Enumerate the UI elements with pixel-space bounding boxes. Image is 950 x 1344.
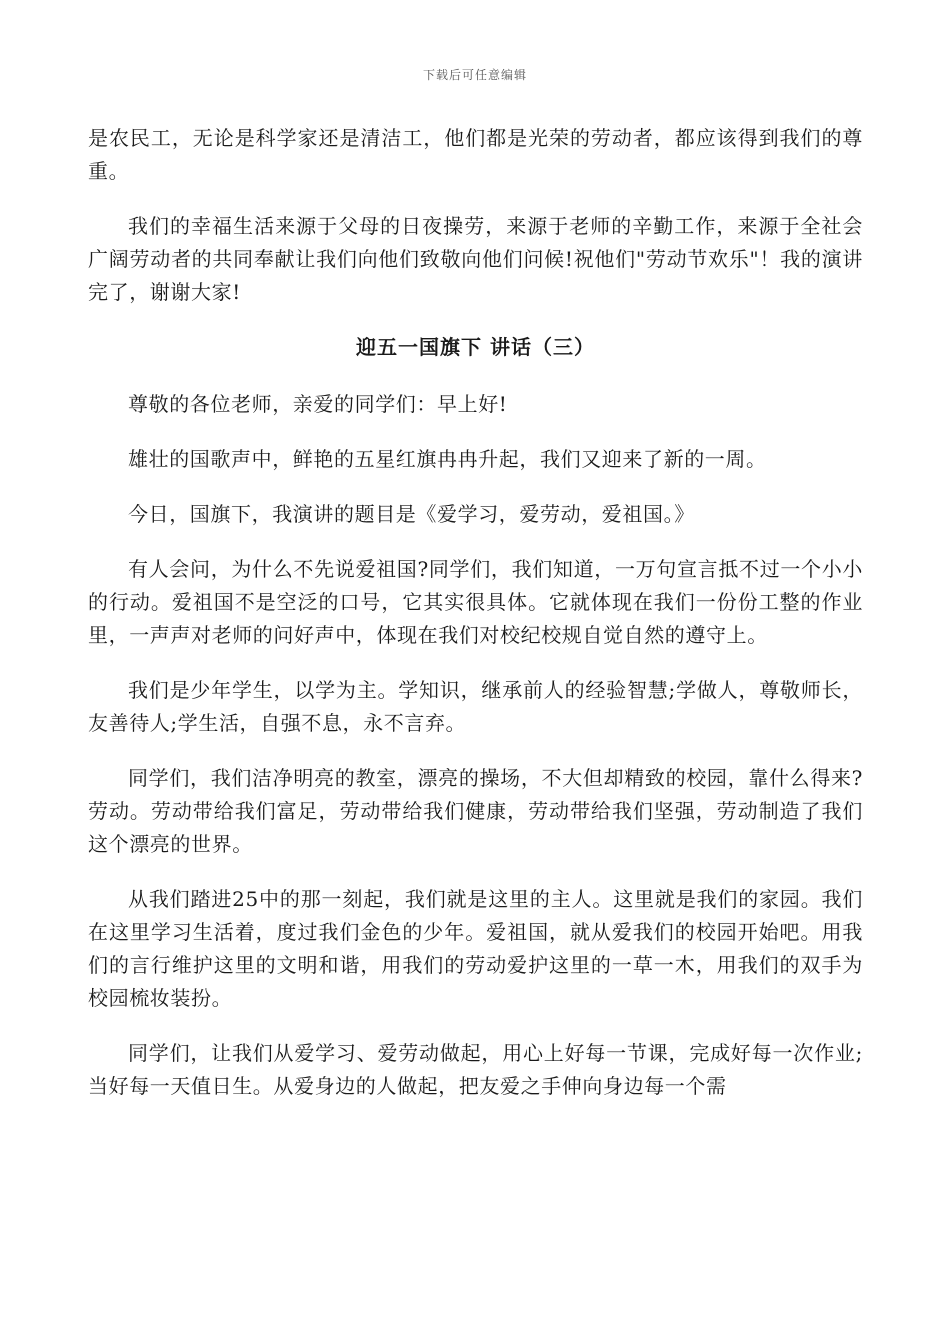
paragraph: 有人会问，为什么不先说爱祖国?同学们，我们知道，一万句宣言抵不过一个小小的行动。爱祖国不是空泛的口号，它其实很具体。它就体现在我们一份份工整的作业里，一声声对老师的问好声中，体现在我们对校纪校规自觉自然的遵守上。 — [88, 557, 863, 647]
paragraph: 我们的幸福生活来源于父母的日夜操劳，来源于老师的辛勤工作，来源于全社会广阔劳动者的共同奉献让我们向他们致敬向他们问候!祝他们"劳动节欢乐"！我的演讲完了，谢谢大家! — [88, 214, 863, 304]
section-title: 迎五一国旗下 讲话（三） — [356, 335, 595, 359]
paragraph-continuation: 是农民工，无论是科学家还是清洁工，他们都是光荣的劳动者，都应该得到我们的尊重。 — [88, 126, 863, 183]
paragraph: 雄壮的国歌声中，鲜艳的五星红旗冉冉升起，我们又迎来了新的一周。 — [128, 447, 767, 471]
document-body — [88, 122, 863, 1125]
paragraph: 我们是少年学生，以学为主。学知识，继承前人的经验智慧;学做人，尊敬师长，友善待人;学生活，自强不息，永不言弃。 — [88, 678, 863, 735]
paragraph: 同学们，我们洁净明亮的教室，漂亮的操场，不大但却精致的校园，靠什么得来?劳动。劳动带给我们富足，劳动带给我们健康，劳动带给我们坚强，劳动制造了我们这个漂亮的世界。 — [88, 766, 863, 856]
page-header-note: 下载后可任意编辑 — [422, 68, 527, 82]
paragraph: 尊敬的各位老师，亲爱的同学们：早上好! — [128, 392, 508, 416]
paragraph: 今日，国旗下，我演讲的题目是《爱学习，爱劳动，爱祖国。》 — [128, 502, 695, 526]
paragraph: 同学们，让我们从爱学习、爱劳动做起，用心上好每一节课，完成好每一次作业;当好每一天值日生。从爱身边的人做起，把友爱之手伸向身边每一个需 — [88, 1041, 863, 1098]
paragraph: 从我们踏进25中的那一刻起，我们就是这里的主人。这里就是我们的家园。我们在这里学习生活着，度过我们金色的少年。爱祖国，就从爱我们的校园开始吧。用我们的言行维护这里的文明和谐，用我们的劳动爱护这里的一草一木，用我们的双手为校园梳妆装扮。 — [88, 887, 863, 1010]
